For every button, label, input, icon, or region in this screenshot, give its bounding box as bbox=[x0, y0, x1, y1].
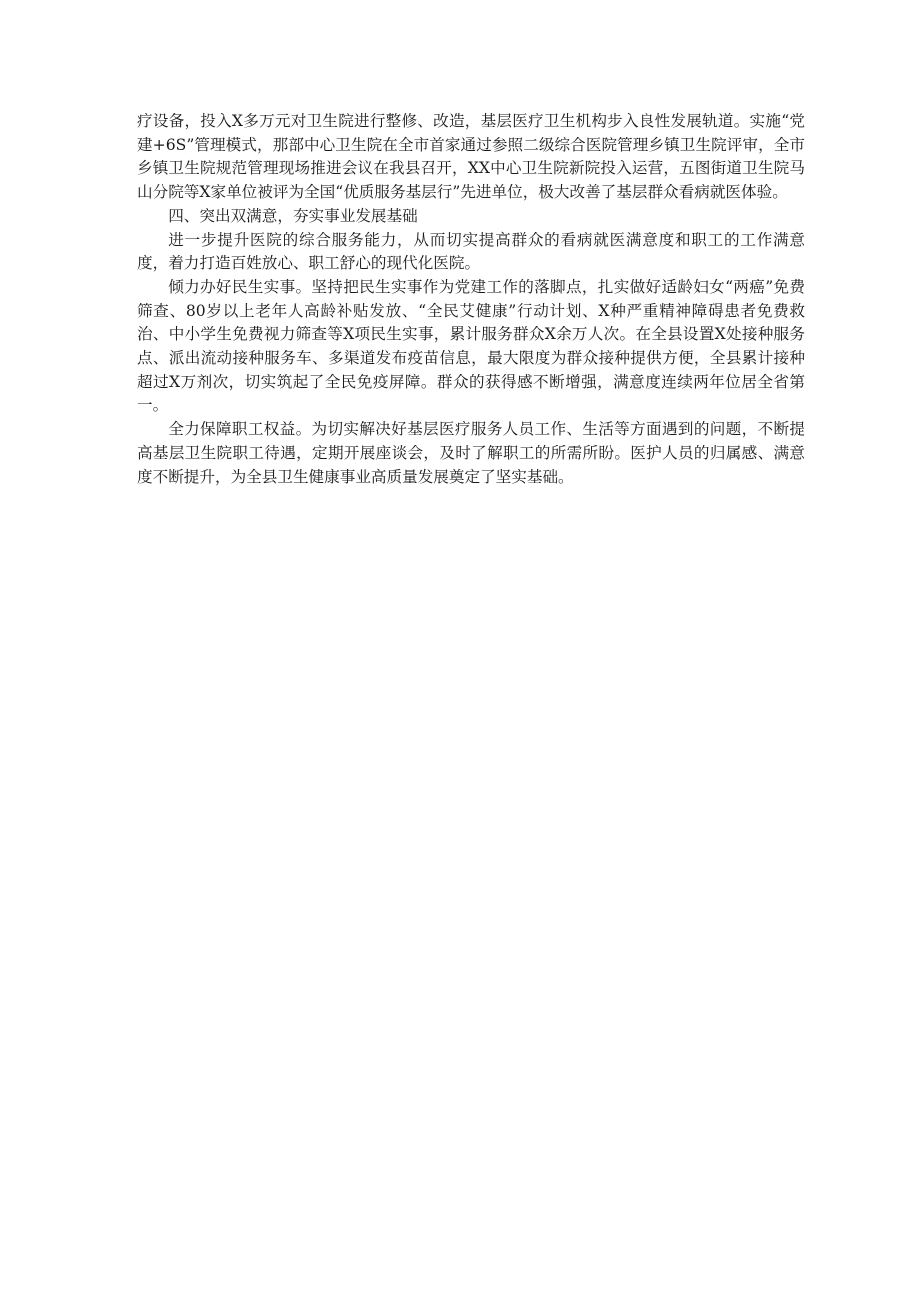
paragraph-staff-rights: 全力保障职工权益。为切实解决好基层医疗服务人员工作、生活等方面遇到的问题，不断提高基层卫生院职工待遇，定期开展座谈会，及时了解职工的所需所盼。医护人员的归属感、满意度不断提升，为全县卫生健康事业高质量发展奠定了坚实基础。 bbox=[137, 420, 805, 486]
document-body bbox=[137, 110, 805, 489]
paragraph-livelihood: 倾力办好民生实事。坚持把民生实事作为党建工作的落脚点，扎实做好适龄妇女“两癌”免费筛查、80岁以上老年人高龄补贴发放、“全民艾健康”行动计划、X种严重精神障碍患者免费救治、中小学生免费视力筛查等X项民生实事，累计服务群众X余万人次。在全县设置X处接种服务点、派出流动接种服务车、多渠道发布疫苗信息，最大限度为群众接种提供方便，全县累计接种超过X万剂次，切实筑起了全民免疫屏障。群众的获得感不断增强，满意度连续两年位居全省第一。 bbox=[137, 277, 805, 415]
paragraph-intro: 进一步提升医院的综合服务能力，从而切实提高群众的看病就医满意度和职工的工作满意度，着力打造百姓放心、职工舒心的现代化医院。 bbox=[137, 230, 805, 273]
section-heading: 四、突出双满意，夯实事业发展基础 bbox=[168, 206, 418, 225]
paragraph-continuation: 疗设备，投入X多万元对卫生院进行整修、改造，基层医疗卫生机构步入良性发展轨道。实施“党建+6S”管理模式，那部中心卫生院在全市首家通过参照二级综合医院管理乡镇卫生院评审，全市乡镇卫生院规范管理现场推进会议在我县召开，XX中心卫生院新院投入运营，五图街道卫生院马山分院等X家单位被评为全国“优质服务基层行”先进单位，极大改善了基层群众看病就医体验。 bbox=[137, 112, 805, 202]
